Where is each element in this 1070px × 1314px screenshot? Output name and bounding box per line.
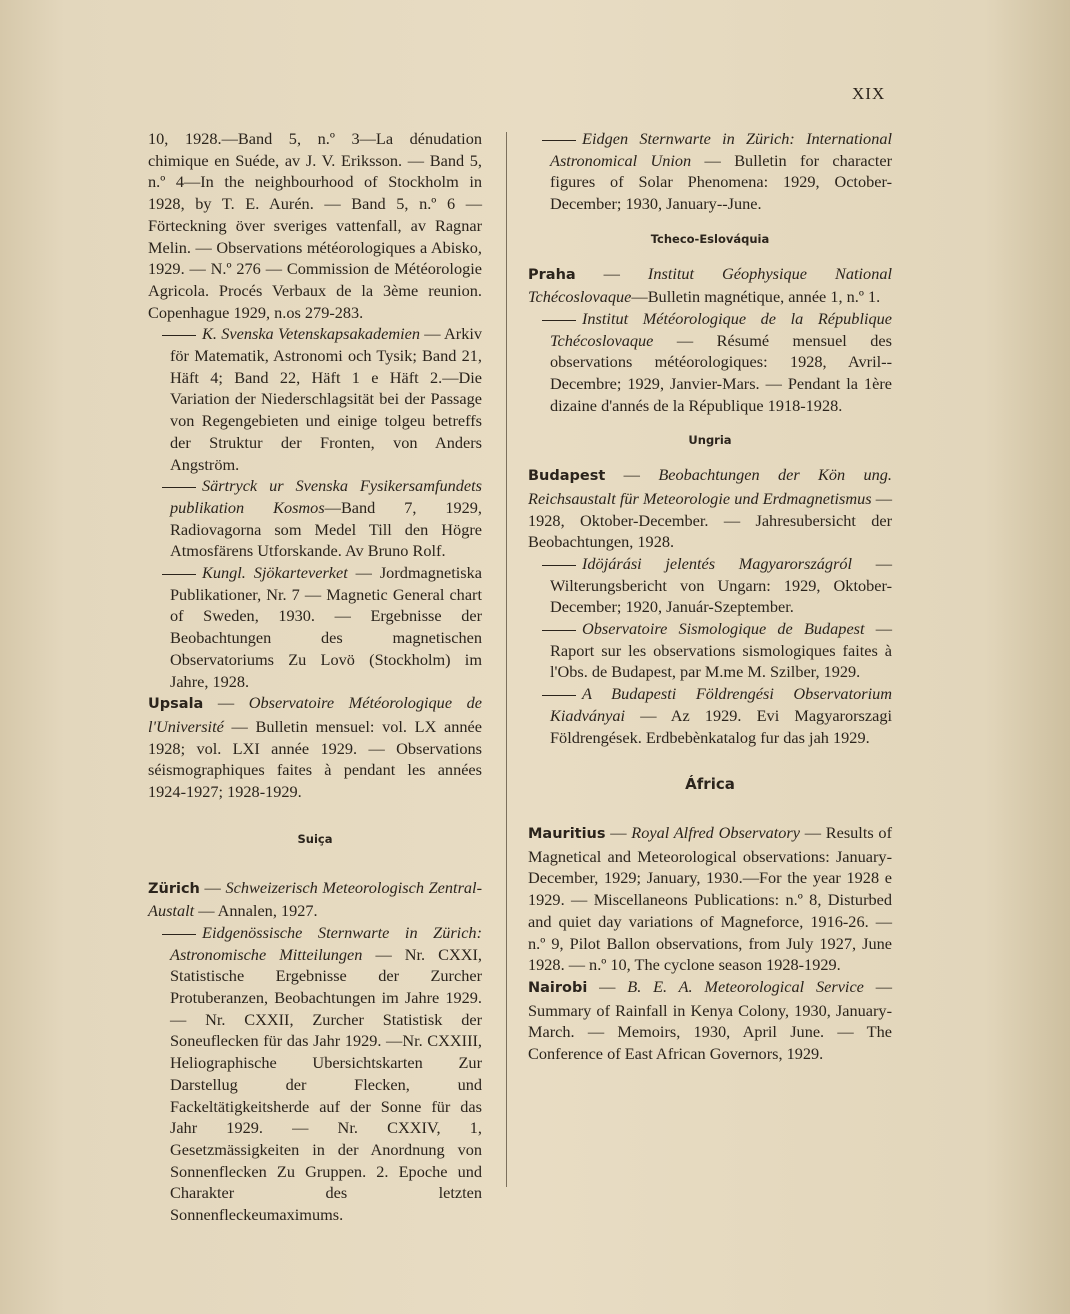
section-heading-ungria: Ungria: [688, 433, 732, 448]
section-heading-africa: África: [685, 775, 735, 794]
ditto-dash: [542, 320, 576, 321]
place-name: Mauritius: [528, 825, 606, 842]
institution-name: Beobachtungen der Kön ung. Reichsaustalt für Meteorologie und Erdmagnetismus: [528, 465, 893, 508]
institution-name: Idöjárási jelentés Magyarországról: [582, 553, 853, 573]
entry-observatoire-sismologique: [528, 618, 892, 683]
entry-nairobi: Nairobi — B. E. A. Meteorological Service — Summary of Rainfall in Kenya Colony, 1930, January-March. — Memoirs, 1930, April June. — The Conference of East African Governors, 1929.: [528, 976, 892, 1064]
ditto-dash: [542, 630, 576, 631]
column-divider: [506, 132, 507, 1187]
entry-institut-meteorologique: [528, 308, 892, 417]
institution-name: Observatoire Météorologique de l'Université: [148, 693, 482, 736]
entry-text: — Summary of Rainfall in Kenya Colony, 1930, January-March. — Memoirs, 1930, April June. — The Conference of East African Governors, 1929.: [528, 976, 892, 1064]
ditto-dash: [542, 695, 576, 696]
entry-eidgen-sternwarte: [528, 128, 892, 215]
entry-text: — Jordmagnetiska Publikationer, Nr. 7 — Magnetic General chart of Sweden, 1930. — Ergebnisse der Beobachtungen des magnetischen Observatoriums Zu Lovö (Stockholm) im Jahre, 1928.: [170, 563, 483, 691]
place-name: Zürich: [148, 880, 200, 897]
place-name: Nairobi: [528, 979, 588, 996]
entry-budapest: Budapest — Beobachtungen der Kön ung. Reichsaustalt für Meteorologie und Erdmagnetismus — 1928, Oktober-December. — Jahresubersicht der Beobachtungen, 1928.: [528, 465, 893, 552]
entry-text: — Az 1929. Evi Magyarorszagi Földrengések. Erdbebènkatalog fur das jah 1929.: [550, 705, 892, 747]
entry-zurich: Zürich — Schweizerisch Meteorologisch Zentral-Austalt — Annalen, 1927.: [148, 877, 482, 921]
entry-text: — Arkiv för Matematik, Astronomi och Tysik; Band 21, Häft 4; Band 22, Häft 1 e Häft 2.—Die Variation der Niederschlagsität bei der Passage von Regengebieten und einige tolgeu betreffs der Struktur der Fronten, von Anders Angström.: [170, 324, 482, 474]
section-heading-tcheco-eslovaquia: Tcheco-Eslováquia: [650, 231, 770, 246]
entry-praha: Praha — Institut Géophysique National Tchécoslovaque—Bulletin magnétique, année 1, n.º 1.: [528, 263, 893, 307]
entry-text: — Results of Magnetical and Meteorological observations: January-December, 1929; January, 1930.—For the year 1928 e 1929. — Miscellaneons Publications: n.º 8, Disturbed and quiet day variations of Magneforce, 1916-26. — n.º 9, Pilot Ballon observations, from July 1927, June 1928. — n.º 10, The cyclone season 1928-1929.: [528, 822, 892, 975]
institution-name: Kungl. Sjökarteverket: [202, 563, 348, 583]
entry-idojarasi-jelentes: [528, 553, 892, 618]
ditto-dash: [542, 140, 576, 141]
place-name: Upsala: [148, 696, 204, 713]
institution-name: Institut Géophysique National Tchécoslovaque: [528, 263, 893, 307]
entry-text: — Raport sur les observations sismologiques faites à l'Obs. de Budapest, par M.me M. Szilber, 1929.: [550, 619, 893, 682]
institution-name: Särtryck ur Svenska Fysikersamfundets publikation Kosmos: [170, 476, 482, 517]
entry-budapesti-foldrengesi: [528, 683, 892, 748]
entry-sjokarteverket: [148, 562, 482, 692]
entry-text: —Bulletin magnétique, année 1, n.º 1.: [631, 287, 881, 307]
place-name: Budapest: [528, 468, 606, 485]
entry-eidgenossische-sternwarte: [148, 922, 482, 1226]
entry-upsala: Upsala — Observatoire Météorologique de l'Université — Bulletin mensuel: vol. LX année 1928; vol. LXI année 1929. — Observations séismographiques faites à pendant les années 1924-1927; 1928-1929.: [148, 693, 482, 802]
entry-mauritius: Mauritius — Royal Alfred Observatory — Results of Magnetical and Meteorological observations: January-December, 1929; January, 1930.—For the year 1928 e 1929. — Miscellaneons Publications: n.º 8, Disturbed and quiet day variations of Magneforce, 1916-26. — n.º 9, Pilot Ballon observations, from July 1927, June 1928. — n.º 10, The cyclone season 1928-1929.: [528, 822, 892, 975]
ditto-dash: [162, 335, 196, 336]
entry-sartryck: [148, 475, 482, 562]
entry-text: —Band 7, 1929, Radiovagorna som Medel Till den Högre Atmosfärens Utforskande. Av Bruno Rolf.: [170, 497, 482, 561]
entry-svenska-vetenskapsakademien: [148, 323, 482, 475]
institution-name: K. Svenska Vetenskapsakademien: [202, 324, 420, 344]
institution-name: Institut Météorologique de la République Tchécoslovaque: [550, 308, 892, 350]
right-column: [528, 128, 892, 1065]
entry-text: — Annalen, 1927.: [194, 901, 318, 921]
place-name: Praha: [528, 266, 576, 283]
left-column: [148, 128, 482, 1226]
page-number: XIX: [852, 84, 886, 103]
ditto-dash: [162, 487, 196, 488]
institution-name: Eidgenössische Sternwarte in Zürich: Astronomische Mitteilungen: [170, 922, 482, 964]
entry-text: — Wilterungsbericht von Ungarn: 1929, Oktober-December; 1920, Január-Szeptember.: [550, 553, 892, 617]
entry-text: — Bulletin for character figures of Solar Phenomena: 1929, October-December; 1930, January--June.: [550, 150, 893, 214]
institution-name: A Budapesti Földrengési Observatorium Kiadványai: [550, 684, 892, 725]
ditto-dash: [162, 574, 196, 575]
institution-name: Royal Alfred Observatory: [631, 822, 800, 842]
institution-name: B. E. A. Meteorological Service: [627, 976, 864, 996]
section-heading-suica: Suiça: [297, 831, 333, 846]
entry-text: — Résumé mensuel des observations météorologiques: 1928, Avril--Decembre; 1929, Janvier-Mars. — Pendant la 1ère dizaine d'annés de la République 1918-1928.: [550, 330, 892, 415]
ditto-dash: [162, 934, 196, 935]
institution-name: Eidgen Sternwarte in Zürich: International Astronomical Union: [550, 129, 892, 170]
institution-name: Observatoire Sismologique de Budapest: [582, 619, 865, 639]
institution-name: Schweizerisch Meteorologisch Zentral-Austalt: [148, 877, 482, 921]
ditto-dash: [542, 565, 576, 566]
entry-text: — Nr. CXXI, Statistische Ergebnisse der Zurcher Protuberanzen, Beobachtungen im Jahre 1929. — Nr. CXXII, Zurcher Statistisk der Soneuflecken für das Jahr 1929. —Nr. CXXIII, Heliographische Ubersichtskarten Zur Darstellug der Flecken, und Fackeltätigkeitsherde auf der Sonne für das Jahr 1929. — Nr. CXXIV, 1, Gesetzmässigkeiten in der Anordnung von Sonnenflecken Zu Gruppen. 2. Epoche und Charakter des letzten Sonnenfleckeumaximums.: [170, 944, 482, 1225]
entry-text: — 1928, Oktober-December. — Jahresubersicht der Beobachtungen, 1928.: [528, 488, 892, 552]
entry-continuation: [148, 128, 482, 323]
entry-text: — Bulletin mensuel: vol. LX année 1928; vol. LXI année 1929. — Observations séismographiques faites à pendant les années 1924-1927; 1928-1929.: [148, 716, 482, 802]
entry-text: 10, 1928.—Band 5, n.º 3—La dénudation chimique en Suéde, av J. V. Eriksson. — Band 5, n.º 4—In the neighbourhood of Stockholm in 1928, by T. E. Aurén. — Band 5, n.º 6 — Förteckning över sveriges vattenfall, av Ragnar Melin. — Observations météorologiques a Abisko, 1929. — N.º 276 — Commission de Météorologie Agricola. Procés Verbaux de la 3ème reunion. Copenhague 1929, n.os 279-283.: [148, 129, 482, 322]
